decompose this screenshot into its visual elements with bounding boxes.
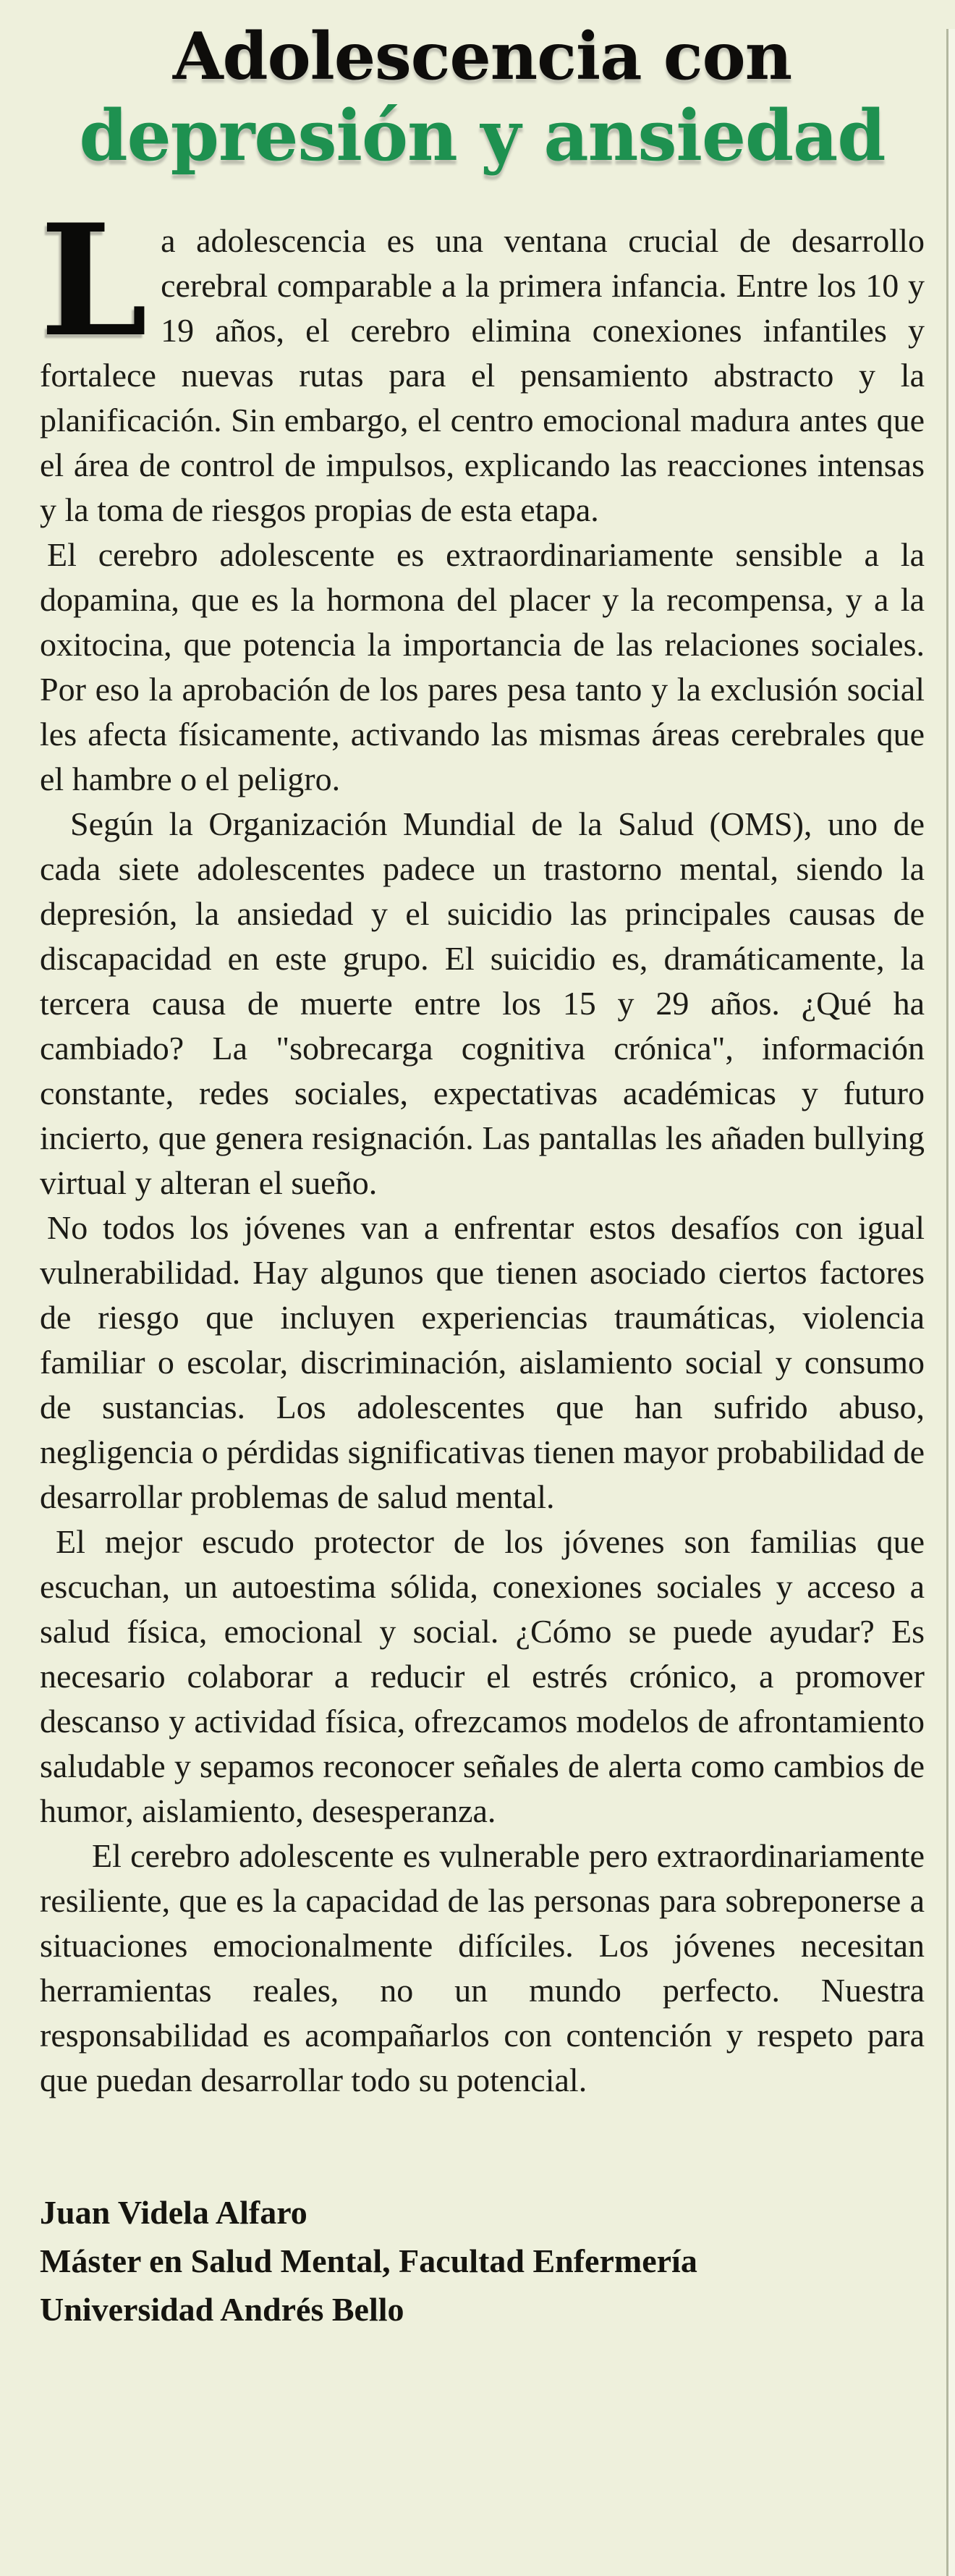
paragraph-2: El cerebro adolescente es extraordinariamente sensible a la dopamina, que es la hormona del placer y la recompensa, y a la oxitocina, que potencia la importancia de las relaciones sociales. Por eso la aprobación de los pares pesa tanto y la exclusión social les afecta físicamente, activando las mismas áreas cerebrales que el hambre o el peligro. [40, 536, 925, 798]
signature-degree: Máster en Salud Mental, Facultad Enfermería [40, 2242, 697, 2280]
signature-block [40, 2188, 925, 2334]
signature-university: Universidad Andrés Bello [40, 2291, 404, 2329]
article-title-line2: depresión y ansiedad [79, 94, 886, 177]
paragraph-6: El cerebro adolescente es vulnerable pero extraordinariamente resiliente, que es la capacidad de las personas para sobreponerse a situaciones emocionalmente difíciles. Los jóvenes necesitan herramientas reales, no un mundo perfecto. Nuestra responsabilidad es acompañarlos con contención y respeto para que puedan desarrollar todo su potencial. [40, 1837, 925, 2099]
page-right-edge [948, 29, 955, 2576]
article-body [40, 190, 925, 2103]
paragraph-4: No todos los jóvenes van a enfrentar estos desafíos con igual vulnerabilidad. Hay algunos que tienen asociado ciertos factores de riesgo que incluyen experiencias traumáticas, violencia familiar o escolar, discriminación, aislamiento social y consumo de sustancias. Los adolescentes que han sufrido abuso, negligencia o pérdidas significativas tienen mayor probabilidad de desarrollar problemas de salud mental. [40, 1209, 925, 1516]
article-title-line1: Adolescencia con [172, 18, 792, 95]
paragraph-1-text: a adolescencia es una ventana crucial de desarrollo cerebral comparable a la primera infancia. Entre los 10 y 19 años, el cerebro elimina conexiones infantiles y fortalece nuevas rutas para el pensamiento abstracto y la planificación. Sin embargo, el centro emocional madura antes que el área de control de impulsos, explicando las reacciones intensas y la toma de riesgos propias de esta etapa. [40, 222, 925, 529]
drop-cap-letter: L [40, 190, 148, 371]
paragraph-1 [40, 190, 925, 533]
signature-author: Juan Videla Alfaro [40, 2194, 307, 2232]
paragraph-3: Según la Organización Mundial de la Salud (OMS), uno de cada siete adolescentes padece un trastorno mental, siendo la depresión, la ansiedad y el suicidio las principales causas de discapacidad en este grupo. El suicidio es, dramáticamente, la tercera causa de muerte entre los 15 y 29 años. ¿Qué ha cambiado? La "sobrecarga cognitiva crónica", información constante, redes sociales, expectativas académicas y futuro incierto, que genera resignación. Las pantallas les añaden bullying virtual y alteran el sueño. [40, 805, 925, 1202]
column-divider-line [946, 29, 948, 2576]
article-header [40, 18, 925, 177]
paragraph-5: El mejor escudo protector de los jóvenes son familias que escuchan, un autoestima sólida, conexiones sociales y acceso a salud física, emocional y social. ¿Cómo se puede ayudar? Es necesario colaborar a reducir el estrés crónico, a promover descanso y actividad física, ofrezcamos modelos de afrontamiento saludable y sepamos reconocer señales de alerta como cambios de humor, aislamiento, desesperanza. [40, 1523, 925, 1830]
